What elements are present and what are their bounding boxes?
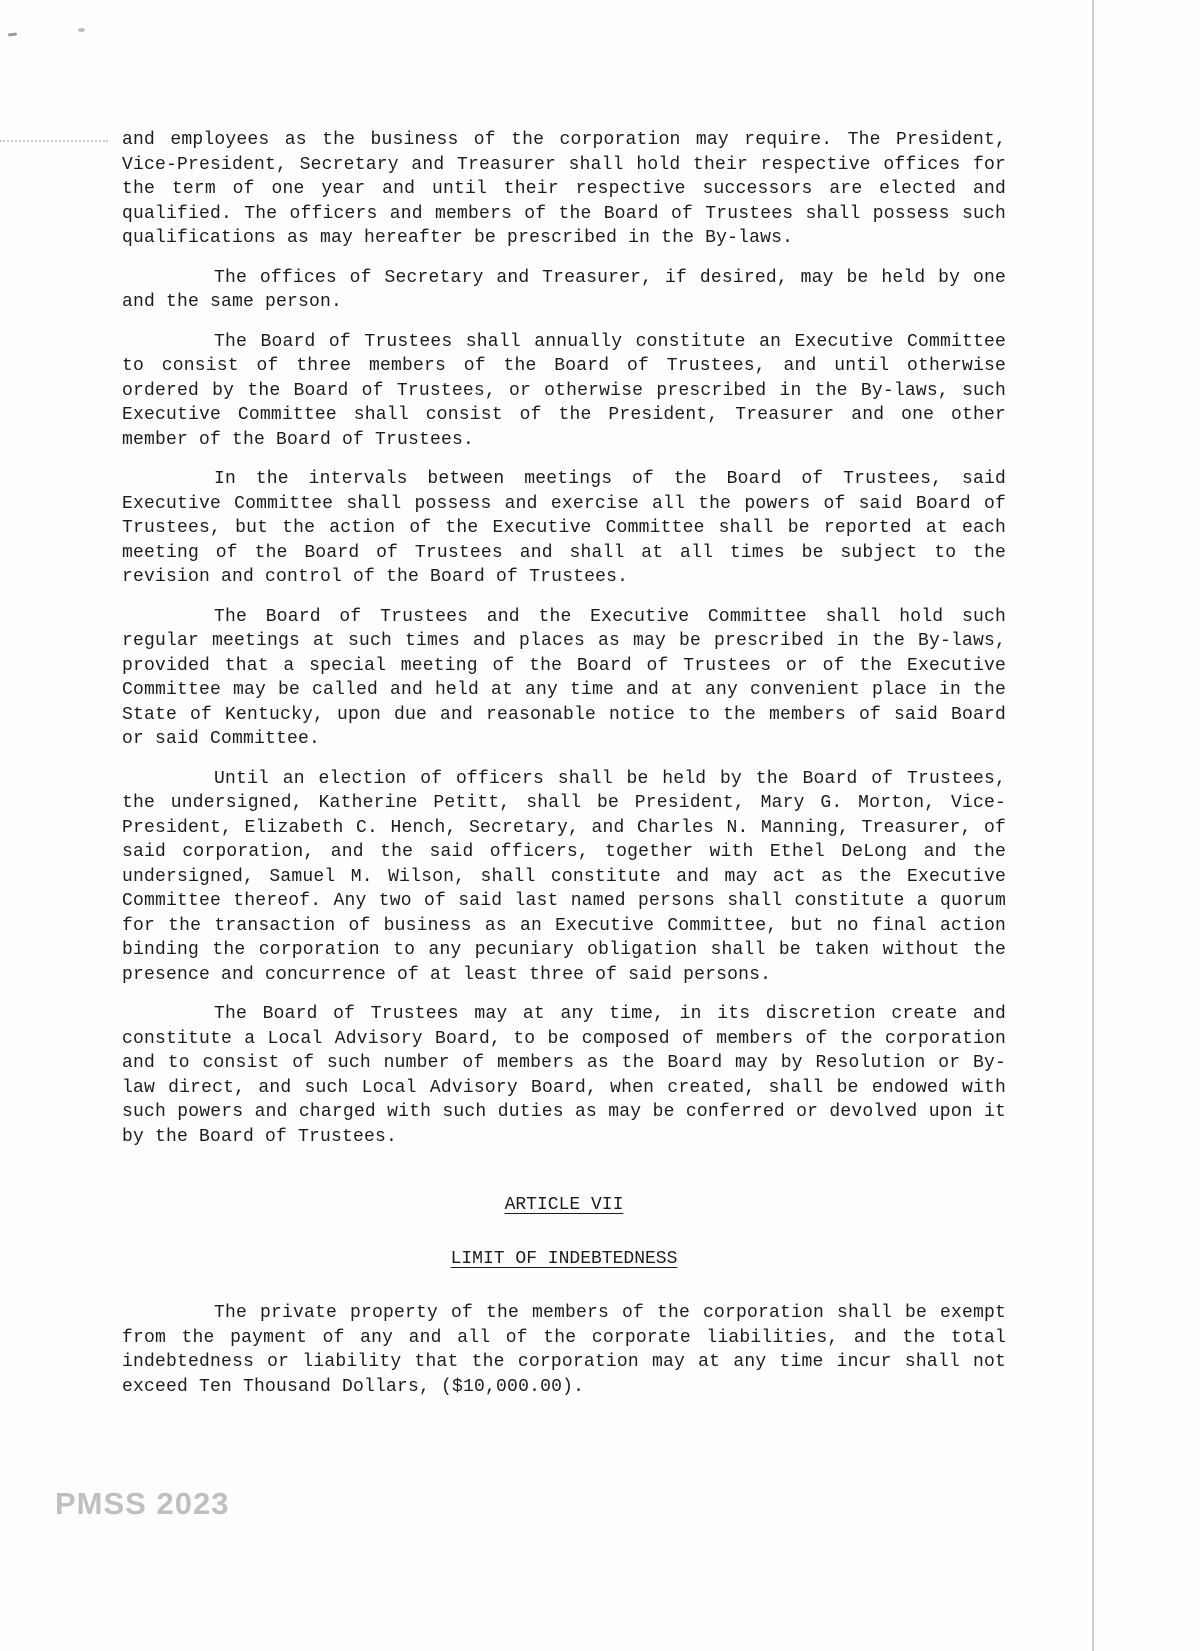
article-vii-heading [122, 1193, 1006, 1218]
limit-of-indebtedness-heading-text: LIMIT OF INDEBTEDNESS [450, 1248, 678, 1269]
limit-of-indebtedness-heading [122, 1247, 1006, 1272]
scan-artifact-speck [78, 28, 85, 32]
paragraph-executive-committee: The Board of Trustees shall annually constitute an Executive Committee to consist of three members of the Board of Trustees, and until otherwise ordered by the Board of Trustees, or otherwise prescribed in the By-laws, such Executive Committee shall consist of the President, Treasurer and one other member of the Board of Trustees. [122, 331, 1006, 450]
scan-edge-line [1092, 0, 1094, 1651]
article-vii-heading-text: ARTICLE VII [504, 1195, 624, 1215]
paragraph-continuation: and employees as the business of the corporation may require. The President, Vice-President, Secretary and Treasurer shall hold their respective offices for the term of one year and until their respective successors are elected and qualified. The officers and members of the Board of Trustees shall possess such qualifications as may hereafter be prescribed in the By-laws. [122, 130, 1006, 248]
paragraph-meetings: The Board of Trustees and the Executive Committee shall hold such regular meetings at such times and places as may be prescribed in the By-laws, provided that a special meeting of the Board of Trustees or of the Executive Committee may be called and held at any time and at any convenient place in the State of Kentucky, upon due and reasonable notice to the members of said Board or said Committee. [122, 606, 1006, 749]
paragraph-intervals: In the intervals between meetings of the Board of Trustees, said Executive Committee shall possess and exercise all the powers of said Board of Trustees, but the action of the Executive Committee shall be reported at each meeting of the Board of Trustees and shall at all times be subject to the revision and control of the Board of Trustees. [122, 469, 1006, 587]
document-body [122, 128, 1006, 1414]
paragraph-advisory-board: The Board of Trustees may at any time, in its discretion create and constitute a Local Advisory Board, to be composed of members of the corporation and to consist of such number of members as the Board may by Resolution or By-law direct, and such Local Advisory Board, when created, shall be endowed with such powers and charged with such duties as may be conferred or devolved upon it by the Board of Trustees. [122, 1004, 1006, 1147]
paragraph-limit-indebtedness: The private property of the members of the corporation shall be exempt from the payment of any and all of the corporate liabilities, and the total indebtedness or liability that the corporation may at any time incur shall not exceed Ten Thousand Dollars, ($10,000.00). [122, 1303, 1006, 1397]
scan-artifact-dots [0, 140, 108, 142]
scan-artifact-dash [8, 32, 17, 36]
paragraph-officers-named: Until an election of officers shall be held by the Board of Trustees, the undersigned, Katherine Petitt, shall be President, Mary G. Morton, Vice-President, Elizabeth C. Hench, Secretary, and Charles N. Manning, Treasurer, of said corporation, and the said officers, together with Ethel DeLong and the undersigned, Samuel M. Wilson, shall constitute and may act as the Executive Committee thereof. Any two of said last named persons shall constitute a quorum for the transaction of business as an Executive Committee, but no final action binding the corporation to any pecuniary obligation shall be taken without the presence and concurrence of at least three of said persons. [122, 768, 1006, 985]
paragraph-offices: The offices of Secretary and Treasurer, if desired, may be held by one and the same person. [122, 267, 1006, 312]
watermark: PMSS 2023 [55, 1486, 230, 1521]
